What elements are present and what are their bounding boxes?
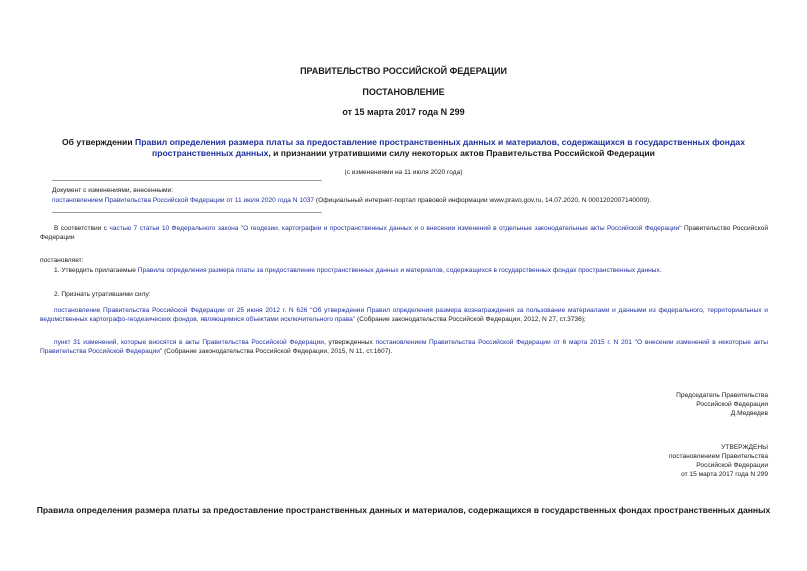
title-suffix: , и признании утратившими силу некоторых актов Правительства Российской Федерации <box>268 148 655 158</box>
signature-block <box>500 391 768 418</box>
amend-entry <box>52 196 752 205</box>
government-heading: ПРАВИТЕЛЬСТВО РОССИЙСКОЙ ФЕДЕРАЦИИ <box>300 66 507 76</box>
approved-org: Российской Федерации <box>696 462 768 469</box>
item-1-end: . <box>659 267 662 274</box>
document-type: ПОСТАНОВЛЕНИЕ <box>362 87 445 97</box>
document-title <box>36 137 771 159</box>
item-1-rules-link[interactable]: Правила определения размера платы за предоставление пространственных данных и материалов, содержащихся в государственных фондах пространственных данных <box>137 267 660 274</box>
item-2: 2. Признать утратившими силу: <box>54 291 151 298</box>
item-1-start: 1. Утвердить прилагаемые <box>54 267 138 274</box>
item-2b-link-1[interactable]: пункт 31 изменений, которые вносятся в акты Правительства Российской Федерации <box>54 339 324 346</box>
intro-start: В соответствии с <box>54 225 110 232</box>
intro-law-link[interactable]: частью 7 статьи 10 Федерального закона "О геодезии, картографии и пространственных данных и о внесении изменений в отдельные законодательные акты Российской Федерации" <box>109 225 682 232</box>
amend-source: (Официальный интернет-портал правовой информации www.pravo.gov.ru, 14.07.2020, N 0001202007140009). <box>314 197 652 204</box>
signature-position: Председатель Правительства <box>676 392 768 399</box>
item-2b-mid: , утвержденных <box>323 339 376 346</box>
approved-date: от 15 марта 2017 года N 299 <box>681 471 768 478</box>
item-2a-link[interactable]: постановление Правительства Российской Федерации от 25 июня 2012 г. N 626 "Об утверждении Правил определения размера вознаграждения за пользование материалами и данными из федерального, территориальных и ведомственных картографо-геодезических фондов, являющимися объектами исключительного права" <box>40 307 768 323</box>
intro-end: Правительство Российской Федерации <box>40 225 769 241</box>
item-2b-link-2[interactable]: постановлением Правительства Российской Федерации от 6 марта 2015 г. N 201 "О внесении изменений в некоторые акты Правительства Российской Федерации" <box>40 339 768 355</box>
signature-org: Российской Федерации <box>696 401 768 408</box>
item-2b <box>40 338 768 356</box>
item-2a <box>40 306 768 324</box>
item-2a-source: (Собрание законодательства Российской Федерации, 2012, N 27, ст.3736); <box>355 316 586 323</box>
decree-word: постановляет: <box>40 257 84 264</box>
amend-top-rule <box>52 180 322 181</box>
changes-note: (с изменениями на 11 июля 2020 года) <box>344 169 463 176</box>
approved-block <box>500 443 768 479</box>
amend-label: Документ с изменениями, внесенными: <box>52 187 174 194</box>
document-date: от 15 марта 2017 года N 299 <box>342 107 465 117</box>
item-2b-source: (Собрание законодательства Российской Федерации, 2015, N 11, ст.1607). <box>162 348 393 355</box>
approved-label: УТВЕРЖДЕНЫ <box>721 444 768 451</box>
title-rules-link[interactable]: Правил определения размера платы за предоставление пространственных данных и материалов, содержащихся в государственных фондах пространственных данных <box>135 137 745 158</box>
rules-title: Правила определения размера платы за предоставление пространственных данных и материалов, содержащихся в государственных фондах пространственных данных <box>36 505 771 515</box>
approved-by: постановлением Правительства <box>668 453 768 460</box>
amend-bottom-rule <box>52 212 322 213</box>
amend-link[interactable]: постановлением Правительства Российской Федерации от 11 июля 2020 года N 1037 <box>52 197 315 204</box>
signature-name: Д.Медведев <box>730 410 768 417</box>
title-prefix: Об утверждении <box>61 137 136 147</box>
intro-paragraph <box>40 224 768 242</box>
item-1 <box>54 266 774 275</box>
